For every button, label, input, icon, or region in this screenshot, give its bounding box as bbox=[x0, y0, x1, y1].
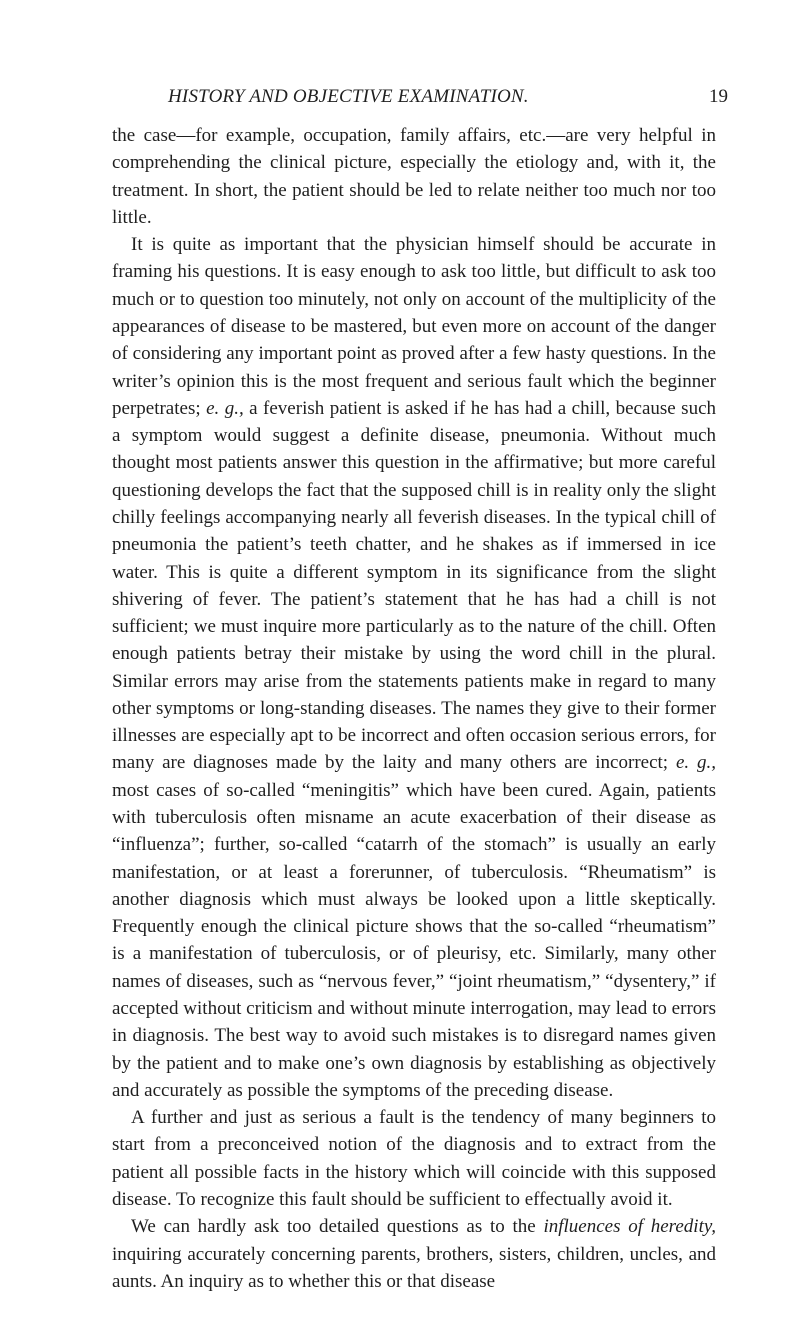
page-number: 19 bbox=[709, 86, 728, 107]
italic-text: e. g., bbox=[206, 397, 244, 419]
paragraph-text: inquiring accurately concerning parents, brothers, sisters, children, uncles, and aunts. An inquiry as to whether this or that disease bbox=[112, 1243, 716, 1292]
paragraph-text: the case—for example, occupation, family affairs, etc.—are very helpful in comprehending the clinical picture, especially the etiology and, with it, the treatment. In short, the patient should be led to relate neither too much nor too little. bbox=[112, 125, 716, 228]
italic-text: e. g., bbox=[675, 752, 717, 774]
paragraph bbox=[112, 1213, 716, 1295]
italic-text: influences of heredity, bbox=[543, 1216, 716, 1238]
page-header bbox=[168, 86, 728, 112]
paragraph bbox=[112, 1104, 716, 1213]
paragraph bbox=[112, 122, 716, 231]
paragraph-text: most cases of so-called “meningitis” which have been cured. Again, patients with tuberculosis often misname an acute exacerbation of their disease as “influenza”; further, so-called “catarrh of the stomach” is usually an early manifestation, or at least a forerunner, of tuberculosis. “Rheumatism” is another diagnosis which must always be looked upon a little skeptically. Frequently enough the clinical picture shows that the so-called “rheumatism” is a manifestation of tuberculosis, or of pleurisy, etc. Similarly, many other names of diseases, such as “nervous fever,” “joint rheumatism,” “dysentery,” if accepted without criticism and without minute interrogation, may lead to errors in diagnosis. The best way to avoid such mistakes is to disregard names given by the patient and to make one’s own diagnosis by establishing as objectively and accurately as possible the symptoms of the preceding disease. bbox=[112, 779, 716, 1101]
body-text bbox=[112, 122, 716, 1295]
running-head: HISTORY AND OBJECTIVE EXAMINATION. bbox=[168, 86, 529, 107]
paragraph-text: A further and just as serious a fault is the tendency of many beginners to start from a preconceived notion of the diagnosis and to extract from the patient all possible facts in the history which will coincide with this supposed disease. To recognize this fault should be sufficient to effectually avoid it. bbox=[112, 1107, 716, 1210]
paragraph-text: We can hardly ask too detailed questions as to the bbox=[131, 1216, 544, 1238]
paragraph-text: a feverish patient is asked if he has had a chill, because such a symptom would suggest a definite disease, pneumonia. Without much thought most patients answer this question in the affirmative; but more careful questioning develops the fact that the supposed chill is in reality only the slight chilly feelings accompanying nearly all feverish diseases. In the typical chill of pneumonia the patient’s teeth chatter, and he shakes as if immersed in ice water. This is quite a different symptom in its significance from the slight shivering of fever. The patient’s statement that he has had a chill is not sufficient; we must inquire more particularly as to the nature of the chill. Often enough patients betray their mistake by using the word chill in the plural. Similar errors may arise from the statements patients make in regard to many other symptoms or long-standing diseases. The names they give to their former illnesses are especially apt to be incorrect and often occasion serious errors, for many are diagnoses made by the laity and many others are incorrect; bbox=[112, 397, 717, 774]
paragraph-text: It is quite as important that the physician himself should be accurate in framing his questions. It is easy enough to ask too little, but difficult to ask too much or to question too minutely, not only on account of the multiplicity of the appearances of disease to be mastered, but even more on account of the danger of considering any important point as proved after a few hasty questions. In the writer’s opinion this is the most frequent and serious fault which the beginner perpetrates; bbox=[112, 234, 716, 419]
paragraph bbox=[112, 231, 716, 1104]
